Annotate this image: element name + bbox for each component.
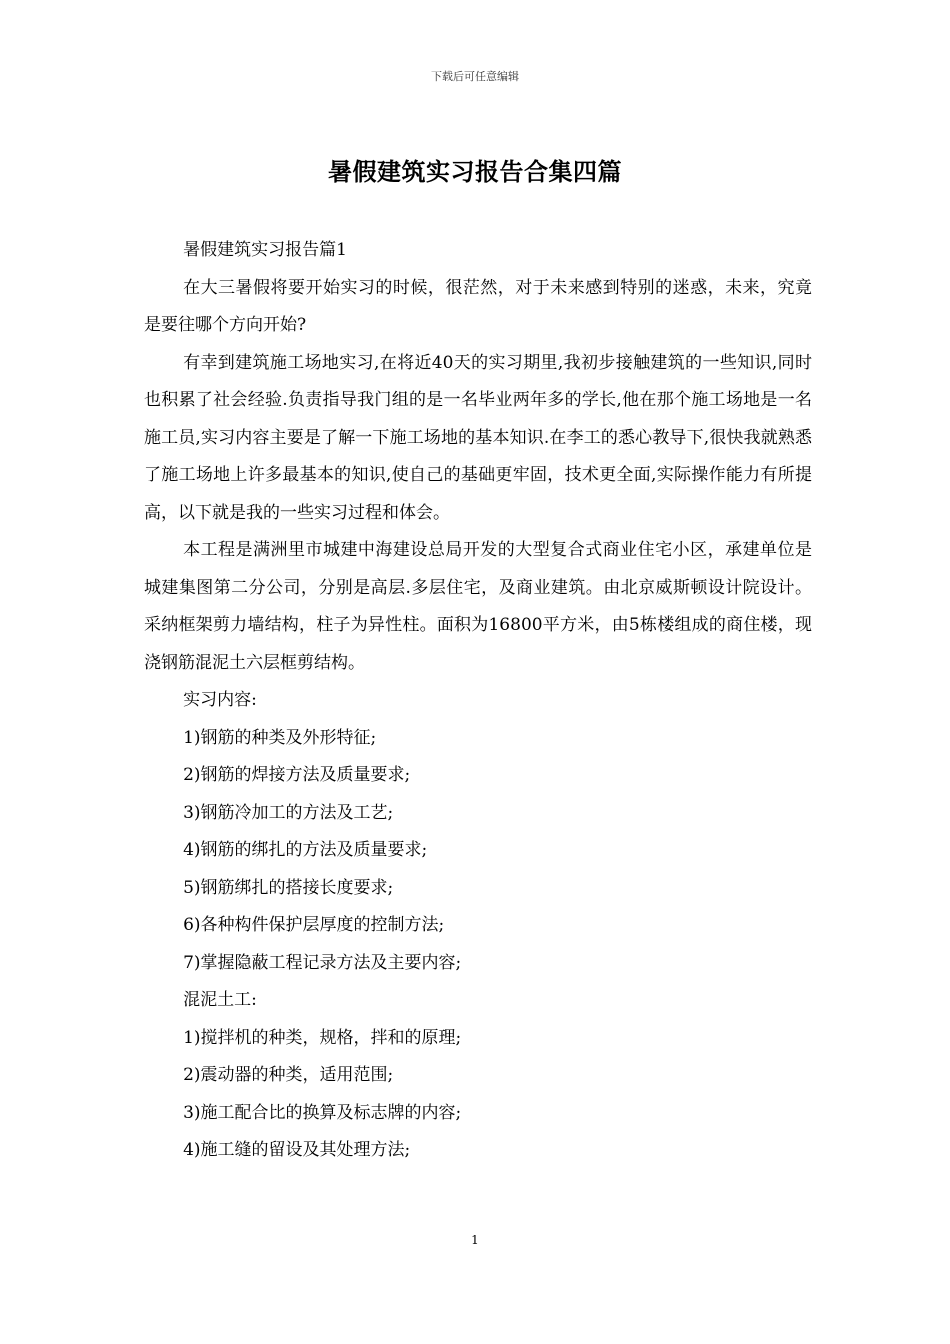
list-item: 7)掌握隐蔽工程记录方法及主要内容; [183, 952, 462, 973]
list-item: 6)各种构件保护层厚度的控制方法; [183, 915, 445, 935]
list-item: 4)施工缝的留设及其处理方法; [183, 1140, 411, 1160]
document-body [144, 232, 812, 1170]
section-heading: 暑假建筑实习报告篇1 [183, 240, 347, 260]
concrete-heading: 混泥土工: [183, 990, 257, 1010]
page-number: 1 [471, 1233, 479, 1247]
list-item: 2)钢筋的焊接方法及质量要求; [183, 765, 411, 785]
list-item: 3)钢筋冷加工的方法及工艺; [183, 802, 394, 823]
list-item: 5)钢筋绑扎的搭接长度要求; [183, 877, 394, 898]
list-item: 2)震动器的种类，适用范围; [183, 1065, 394, 1085]
list-item: 1)搅拌机的种类，规格，拌和的原理; [183, 1027, 462, 1048]
document-title: 暑假建筑实习报告合集四篇 [328, 157, 622, 186]
practice-heading: 实习内容: [183, 690, 257, 710]
header-note: 下载后可任意编辑 [431, 70, 519, 83]
list-item: 4)钢筋的绑扎的方法及质量要求; [183, 840, 428, 860]
paragraph: 有幸到建筑施工场地实习,在将近40天的实习期里,我初步接触建筑的一些知识,同时也积累了社会经验.负责指导我门组的是一名毕业两年多的学长,他在那个施工场地是一名施工员,实习内容主要是了解一下施工场地的基本知识.在李工的悉心教导下,很快我就熟悉了施工场地上许多最基本的知识,使自己的基础更牢固，技术更全面,实际操作能力有所提高，以下就是我的一些实习过程和体会。 [144, 352, 812, 523]
paragraph: 本工程是满洲里市城建中海建设总局开发的大型复合式商业住宅小区，承建单位是城建集图第二分公司，分别是高层.多层住宅，及商业建筑。由北京威斯顿设计院设计。采纳框架剪力墙结构，柱子为异性柱。面积为16800平方米，由5栋楼组成的商住楼，现浇钢筋混泥土六层框剪结构。 [144, 540, 812, 673]
paragraph: 在大三暑假将要开始实习的时候，很茫然，对于未来感到特别的迷惑，未来，究竟是要往哪个方向开始? [144, 277, 812, 335]
list-item: 1)钢筋的种类及外形特征; [183, 727, 377, 748]
list-item: 3)施工配合比的换算及标志牌的内容; [183, 1102, 462, 1123]
